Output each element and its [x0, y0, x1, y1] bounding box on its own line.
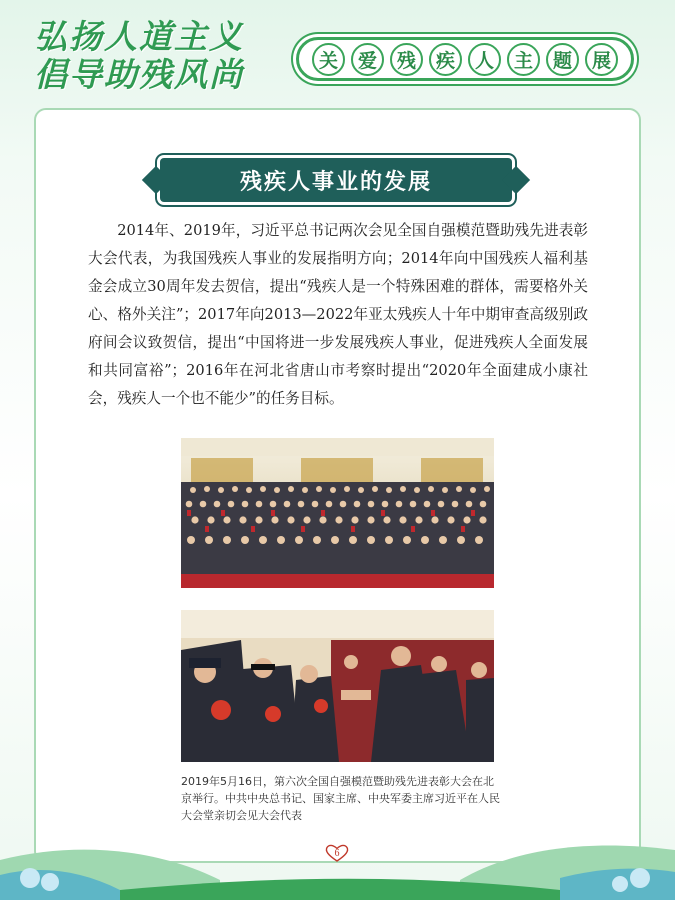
page-number: 6: [334, 847, 340, 859]
page-number-badge: [322, 842, 352, 864]
slogan-line-1: 弘扬人道主义: [34, 17, 244, 56]
group-photo: [181, 438, 494, 588]
body-paragraph: 2014年、2019年，习近平总书记两次会见全国自强模范暨助残先进表彰大会代表，为我国残疾人事业的发展指明方向；2014年向中国残疾人福利基金会成立30周年发去贺信，提出“残疾人是一个特殊困难的群体，需要格外关心、格外关注”；2017年向2013—2022年亚太残疾人十年中期审查高级别政府间会议致贺信，提出“中国将进一步发展残疾人事业，促进残疾人全面发展和共同富裕”；2016年在河北省唐山市考察时提出“2020年全面建成小康社会，残疾人一个也不能少”的任务目标。: [88, 222, 588, 407]
theme-char: 主: [507, 43, 540, 76]
meeting-photo: [181, 610, 494, 762]
slogan-line-2: 倡导助残风尚: [34, 55, 244, 94]
theme-char: 题: [546, 43, 579, 76]
section-title: 残疾人事业的发展: [239, 169, 432, 195]
theme-char: 残: [390, 43, 423, 76]
theme-char: 人: [468, 43, 501, 76]
theme-char: 爱: [351, 43, 384, 76]
theme-exhibition-badge: [296, 37, 634, 81]
theme-char: 疾: [429, 43, 462, 76]
theme-char: 展: [585, 43, 618, 76]
theme-char: 关: [312, 43, 345, 76]
slogan: [34, 18, 244, 94]
section-title-banner: [160, 158, 512, 202]
photo-caption: 2019年5月16日，第六次全国自强模范暨助残先进表彰大会在北京举行。中共中央总书记、国家主席、中央军委主席习近平在人民大会堂亲切会见大会代表: [181, 775, 500, 822]
